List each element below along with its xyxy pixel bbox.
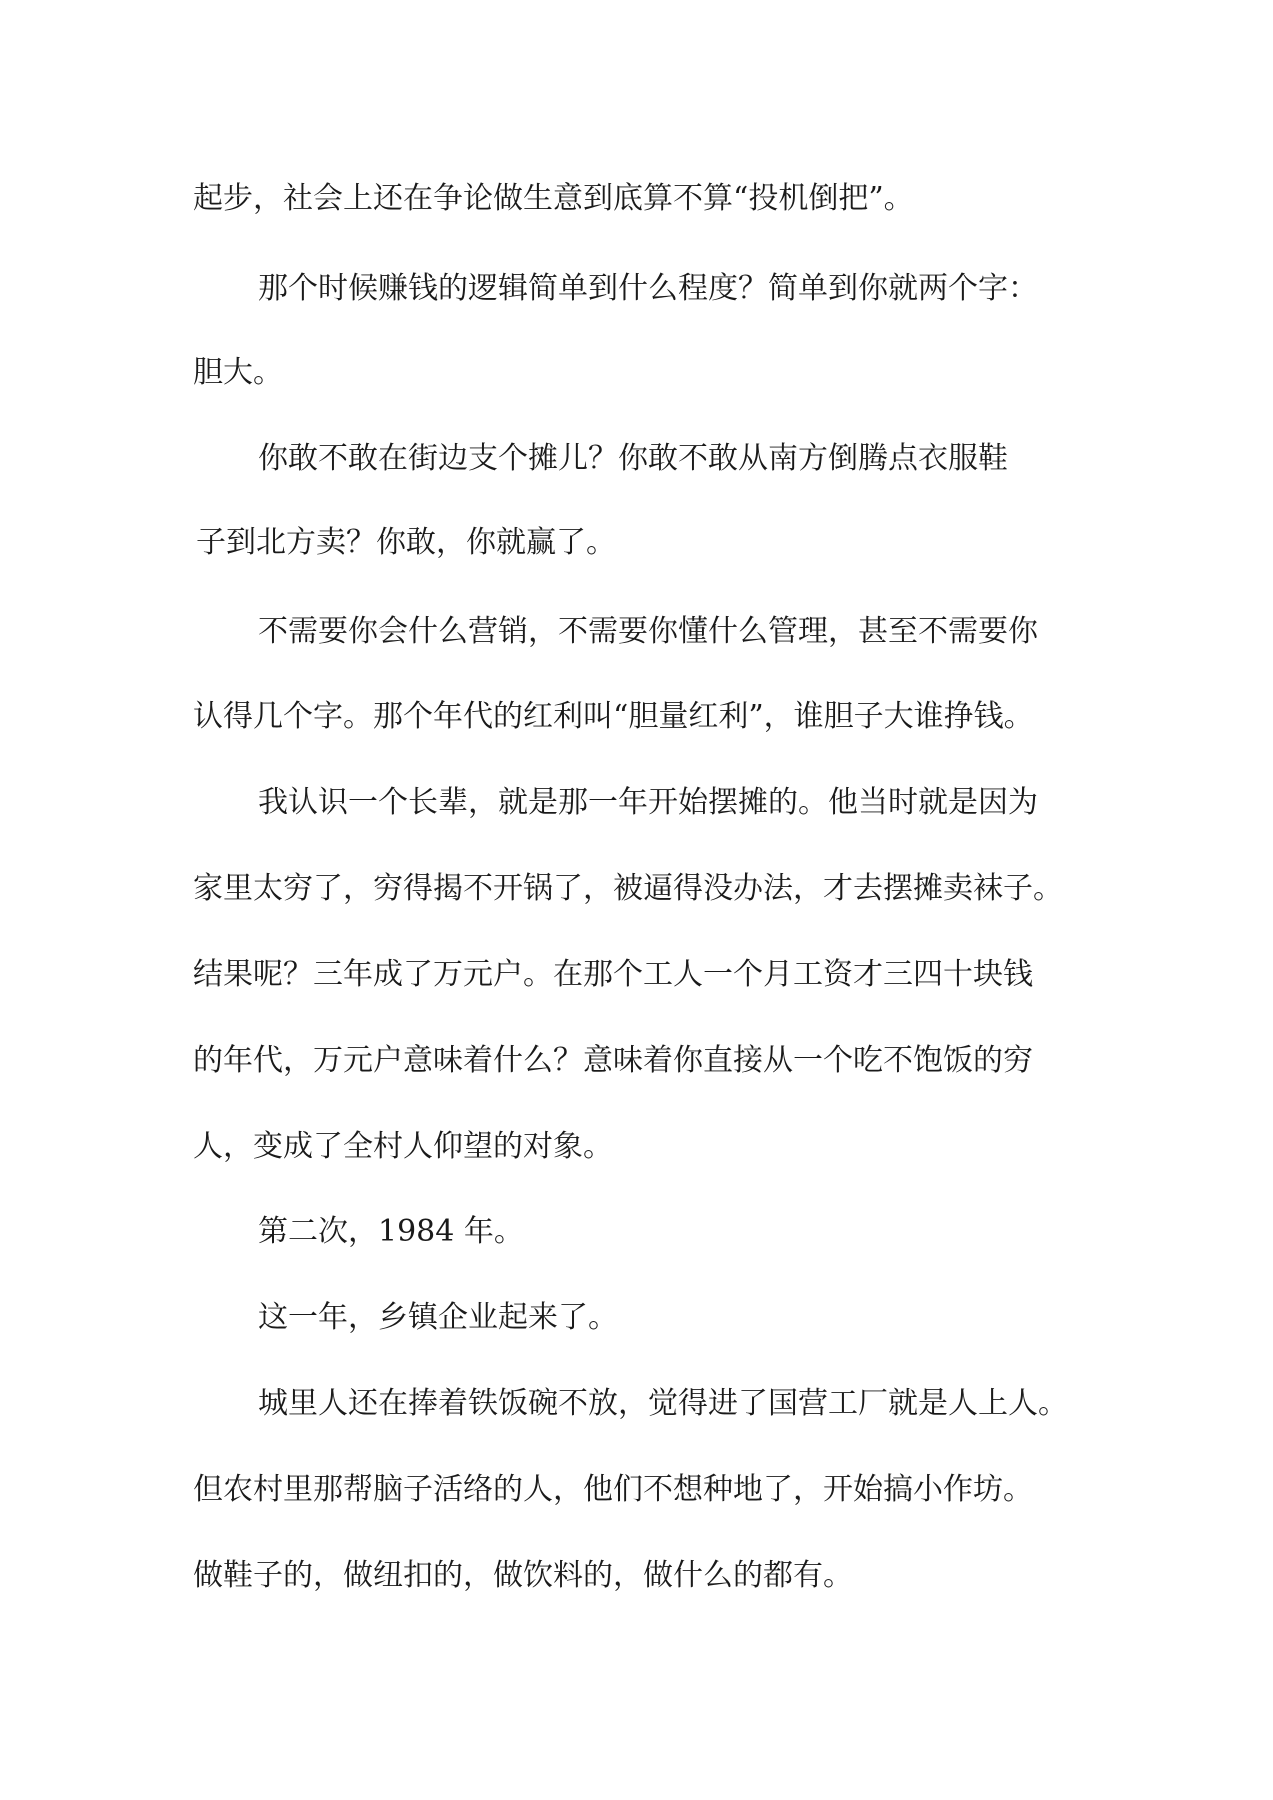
paragraph-first-line: 那个时候赚钱的逻辑简单到什么程度？简单到你就两个字：: [258, 271, 1038, 306]
paragraph-first-line: 不需要你会什么营销，不需要你懂什么管理，甚至不需要你: [258, 614, 1038, 649]
paragraph-first-line: 你敢不敢在街边支个摊儿？你敢不敢从南方倒腾点衣服鞋: [258, 441, 1008, 476]
body-text-line: 的年代，万元户意味着什么？意味着你直接从一个吃不饱饭的穷: [193, 1043, 1033, 1078]
body-text-line: 胆大。: [193, 355, 283, 390]
body-text-line: 认得几个字。那个年代的红利叫“胆量红利”，谁胆子大谁挣钱。: [193, 699, 1034, 734]
body-text-line: 起步，社会上还在争论做生意到底算不算“投机倒把”。: [193, 181, 914, 216]
paragraph-first-line: 我认识一个长辈，就是那一年开始摆摊的。他当时就是因为: [258, 785, 1038, 820]
body-text-line: 子到北方卖？你敢，你就赢了。: [196, 525, 616, 560]
body-text-line: 做鞋子的，做纽扣的，做饮料的，做什么的都有。: [193, 1558, 853, 1593]
body-text-line: 家里太穷了，穷得揭不开锅了，被逼得没办法，才去摆摊卖袜子。: [193, 871, 1063, 906]
body-text-line: 但农村里那帮脑子活络的人，他们不想种地了，开始搞小作坊。: [193, 1472, 1033, 1507]
body-text-line: 结果呢？三年成了万元户。在那个工人一个月工资才三四十块钱: [193, 957, 1033, 992]
paragraph-first-line: 这一年，乡镇企业起来了。: [258, 1300, 618, 1335]
paragraph-first-line: 城里人还在捧着铁饭碗不放，觉得进了国营工厂就是人上人。: [258, 1386, 1068, 1421]
section-heading: 第二次，1984 年。: [258, 1214, 524, 1249]
body-text-line: 人，变成了全村人仰望的对象。: [193, 1129, 613, 1164]
